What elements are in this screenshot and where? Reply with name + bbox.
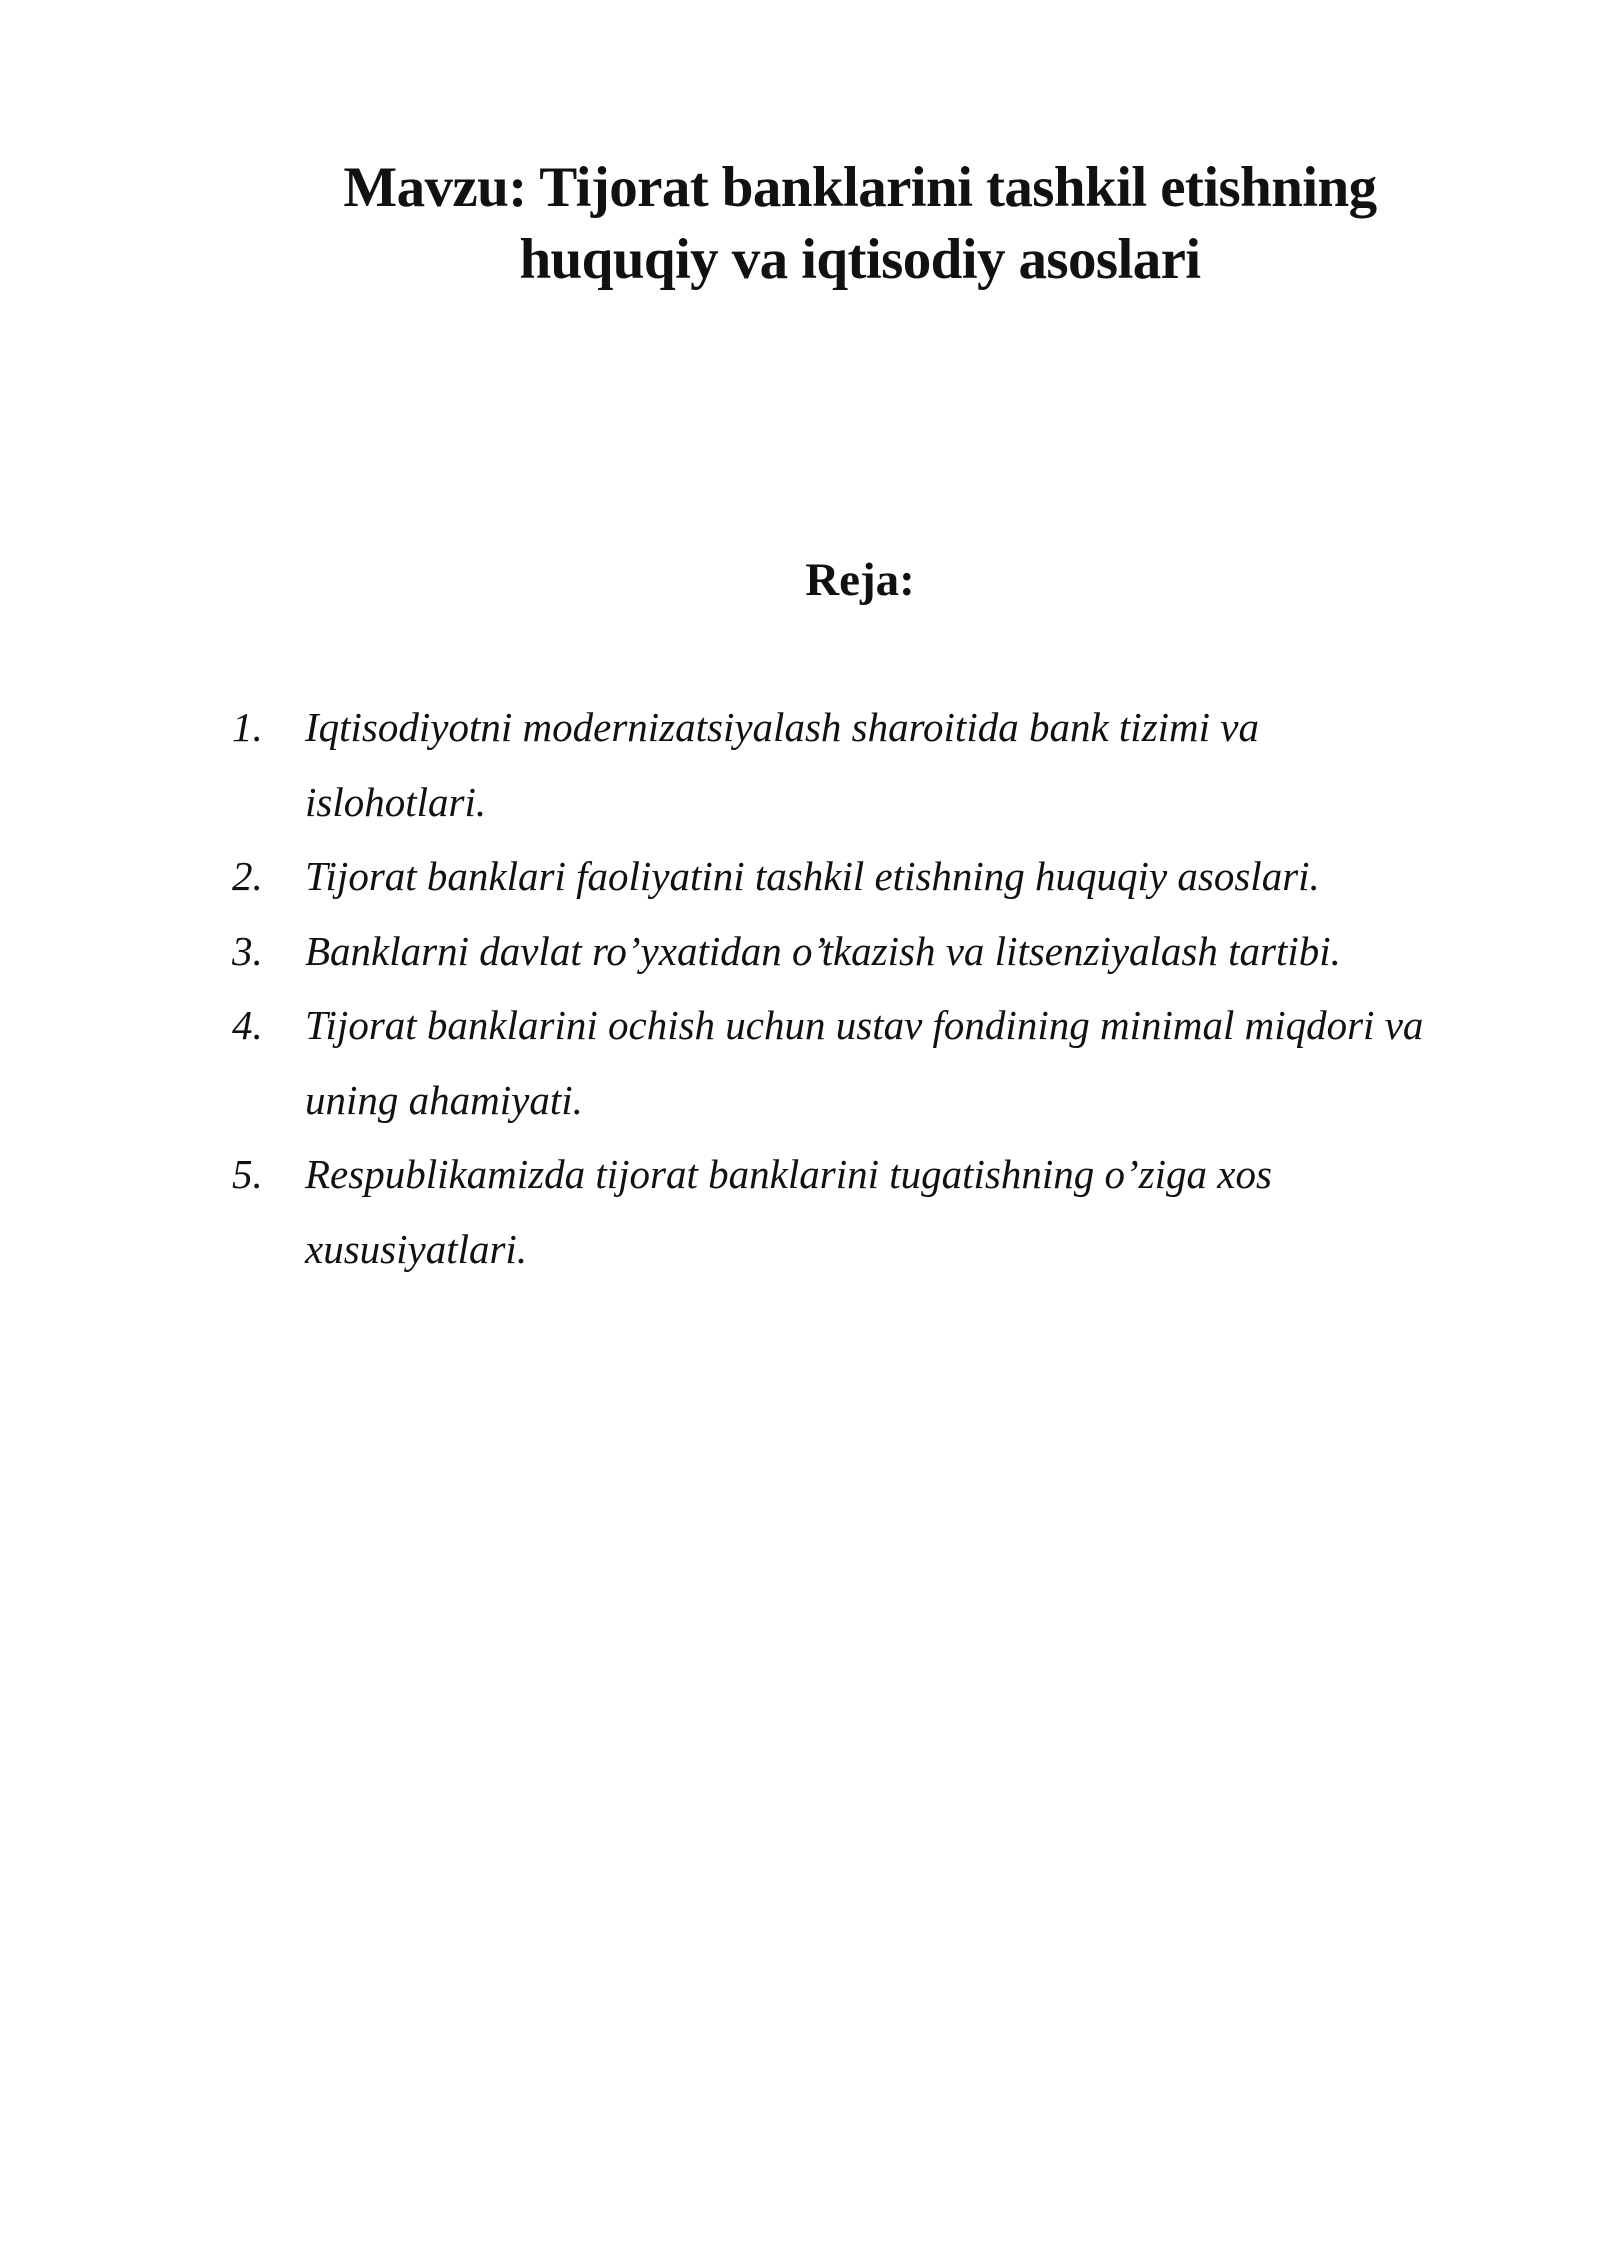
plan-item-text <box>305 1137 1532 1286</box>
plan-item-number: 2. <box>232 853 263 899</box>
plan-item-3 <box>232 914 1532 989</box>
plan-list <box>232 690 1532 1286</box>
plan-item-number: 5. <box>232 1151 263 1197</box>
page-title <box>260 152 1460 296</box>
plan-item-line: islohotlari. <box>305 778 487 825</box>
plan-item-text <box>305 988 1532 1137</box>
plan-item-2 <box>232 839 1532 914</box>
plan-item-line: Tijorat banklari faoliyatini tashkil etishning huquqiy asoslari. <box>305 853 1320 899</box>
plan-item-1 <box>232 690 1532 839</box>
plan-heading: Reja: <box>805 554 915 606</box>
plan-item-line: xususiyatlari. <box>305 1225 528 1272</box>
plan-item-text <box>305 839 1532 914</box>
plan-item-number: 1. <box>232 704 263 750</box>
plan-item-line: uning ahamiyati. <box>305 1076 583 1123</box>
plan-item-number: 4. <box>232 1002 263 1048</box>
plan-item-5 <box>232 1137 1532 1286</box>
plan-item-line: Banklarni davlat ro’yxatidan o’tkazish va litsenziyalash tartibi. <box>305 927 1341 974</box>
plan-item-number: 3. <box>232 927 263 974</box>
plan-item-line: Iqtisodiyotni modernizatsiyalash sharoitida bank tizimi va <box>305 704 1259 750</box>
plan-item-line: Respublikamizda tijorat banklarini tugatishning o’ziga xos <box>305 1151 1272 1197</box>
title-line-2: huquqiy va iqtisodiy asoslari <box>519 228 1201 291</box>
plan-item-text <box>305 690 1532 839</box>
title-line-1: Mavzu: Tijorat banklarini tashkil etishning <box>343 156 1377 219</box>
plan-item-line: Tijorat banklarini ochish uchun ustav fondining minimal miqdori va <box>305 1002 1424 1048</box>
plan-item-text <box>305 914 1532 989</box>
plan-item-4 <box>232 988 1532 1137</box>
